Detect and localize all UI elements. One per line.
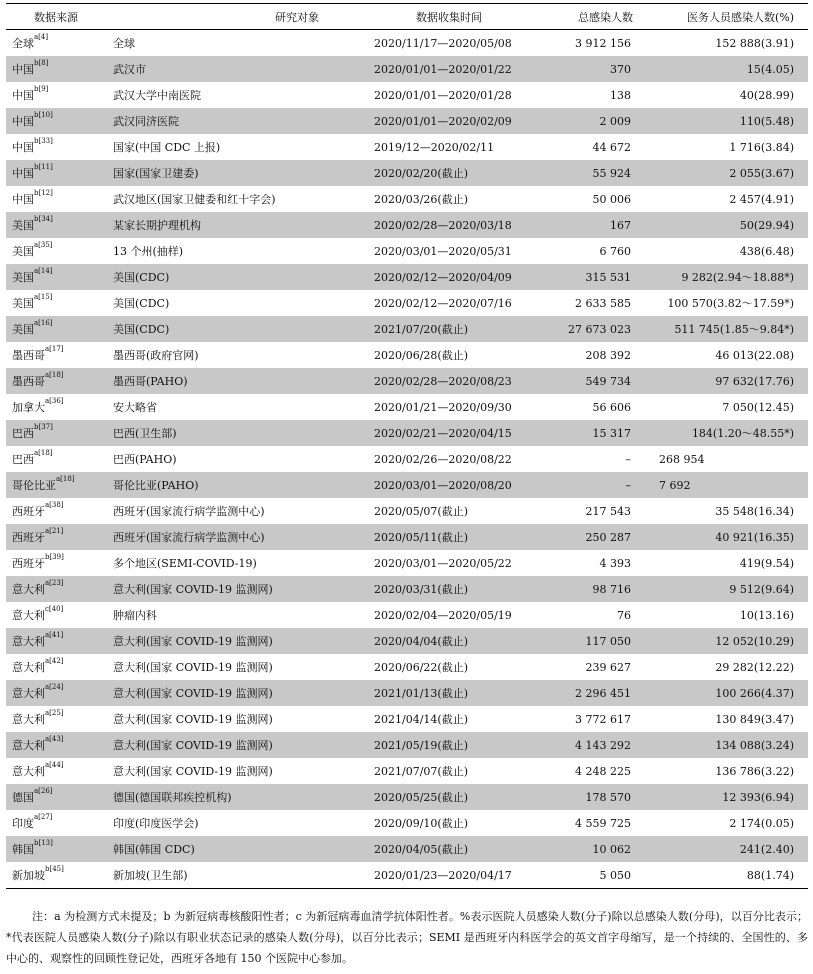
cell-total-infected: 76 [617,608,631,622]
source-citation: b[9] [34,85,49,93]
cell-hcw-infected: 438(6.48) [739,244,794,258]
cell-collection-period: 2020/03/01—2020/05/31 [374,244,512,258]
table-row [6,108,808,134]
cell-data-source [6,706,107,732]
source-name: 意大利 [12,739,45,752]
cell-hcw-infected: 2 055(3.67) [633,160,808,186]
cell-study-object: 肿瘤内科 [113,609,157,622]
source-name: 西班牙 [12,505,45,518]
cell-collection-period: 2021/04/14(截止) [374,713,468,726]
cell-data-source [6,836,107,862]
source-name: 德国 [12,791,34,804]
source-citation: a[18] [34,449,53,457]
cell-collection-period: 2020/04/04(截止) [340,628,531,654]
cell-study-object: 墨西哥(政府官网) [113,349,199,362]
source-name: 美国 [12,245,34,258]
cell-study-object: 意大利(国家 COVID-19 监测网) [107,680,340,706]
source-citation: a[23] [45,579,64,587]
cell-total-infected: 27 673 023 [531,316,633,342]
cell-data-source [6,290,107,316]
cell-study-object: 13 个州(抽样) [113,245,184,258]
cell-study-object: 安大略省 [113,401,157,414]
header-hcw-infected: 医务人员感染人数(%) [633,4,808,30]
cell-data-source [6,316,107,342]
source-name: 美国 [12,297,34,310]
table-row [6,602,808,628]
cell-collection-period: 2020/03/01—2020/08/20 [340,472,531,498]
cell-collection-period: 2021/07/07(截止) [374,765,468,778]
cell-total-infected: 56 606 [592,400,631,414]
cell-data-source [6,368,107,394]
cell-total-infected: 4 143 292 [531,732,633,758]
source-citation: b[39] [45,553,64,561]
cell-study-object: 哥伦比亚(PAHO) [107,472,340,498]
table-footnote [6,906,808,969]
table-row [6,290,808,316]
footnote-text: 注：a 为检测方式未提及；b 为新冠病毒核酸阳性者；c 为新冠病毒血清学抗体阳性者。%表示医院人员感染人数(分子)除以总感染人数(分母)，以百分比表示；*代表医院人员感染人数(分子)除以有职业状态记录的感染人数(分母)，以百分比表示；SEMI 是西班牙内科医学会的英文首字母缩写，是一个持续的、全国性的、多中心的、观察性的回顾性登记处，西班牙各地有 150 个医院中心参加。 [6,910,808,965]
cell-hcw-infected: 40(28.99) [739,88,794,102]
cell-collection-period: 2020/03/31(截止) [340,576,531,602]
cell-study-object: 巴西(卫生部) [107,420,340,446]
source-name: 墨西哥 [12,375,45,388]
source-name: 中国 [12,115,34,128]
cell-study-object: 西班牙(国家流行病学监测中心) [107,524,340,550]
cell-collection-period: 2020/05/25(截止) [340,784,531,810]
cell-collection-period: 2020/11/17—2020/05/08 [374,36,512,50]
cell-collection-period: 2020/01/01—2020/01/28 [374,88,512,102]
source-name: 中国 [12,167,34,180]
cell-total-infected: 6 760 [599,244,631,258]
cell-total-infected: 50 006 [592,192,631,206]
table-row [6,82,808,108]
cell-total-infected: 4 559 725 [575,816,631,830]
source-name: 哥伦比亚 [12,479,56,492]
source-citation: b[13] [34,839,53,847]
cell-hcw-infected: 136 786(3.22) [715,764,794,778]
cell-collection-period: 2020/01/01—2020/01/22 [340,56,531,82]
cell-total-infected: 5 050 [531,862,633,889]
source-citation: a[42] [45,657,64,665]
header-collection-period: 数据收集时间 [340,4,531,30]
table-row [6,732,808,758]
cell-hcw-infected: 88(1.74) [633,862,808,889]
table-row [6,186,808,212]
source-citation: a[25] [45,709,64,717]
cell-hcw-infected: 100 266(4.37) [633,680,808,706]
source-citation: b[37] [34,423,53,431]
source-name: 印度 [12,817,34,830]
source-name: 意大利 [12,635,45,648]
cell-total-infected: 2 009 [531,108,633,134]
cell-data-source [6,732,107,758]
table-row [6,758,808,784]
source-name: 加拿大 [12,401,45,414]
cell-hcw-infected: 10(13.16) [739,608,794,622]
cell-collection-period: 2020/02/21—2020/04/15 [340,420,531,446]
source-name: 墨西哥 [12,349,45,362]
cell-data-source [6,550,107,576]
cell-total-infected: 15 317 [531,420,633,446]
table-row [6,420,808,446]
source-citation: a[21] [45,527,64,535]
cell-data-source [6,862,107,889]
table-row [6,810,808,836]
source-name: 美国 [12,219,34,232]
table-row [6,576,808,602]
cell-collection-period: 2020/05/11(截止) [340,524,531,550]
cell-data-source [6,654,107,680]
source-name: 意大利 [12,661,45,674]
cell-hcw-infected: 9 512(9.64) [633,576,808,602]
cell-data-source [6,82,107,108]
cell-collection-period: 2020/02/28—2020/08/23 [340,368,531,394]
table-row [6,394,808,420]
cell-collection-period: 2020/02/26—2020/08/22 [374,452,512,466]
cell-study-object: 意大利(国家 COVID-19 监测网) [107,628,340,654]
cell-collection-period: 2020/06/28(截止) [374,349,468,362]
cell-total-infected: 4 393 [599,556,631,570]
cell-study-object: 武汉同济医院 [107,108,340,134]
cell-data-source [6,784,107,810]
source-name: 中国 [12,193,34,206]
table-row [6,550,808,576]
header-total-infected: 总感染人数 [531,4,633,30]
source-name: 意大利 [12,713,45,726]
cell-study-object: 美国(CDC) [113,297,170,310]
cell-total-infected: 3 912 156 [575,36,631,50]
cell-collection-period: 2020/02/12—2020/07/16 [374,296,512,310]
cell-collection-period: 2020/05/07(截止) [374,505,468,518]
cell-collection-period: 2020/01/21—2020/09/30 [374,400,512,414]
source-citation: a[18] [45,371,64,379]
source-citation: a[27] [34,813,53,821]
cell-study-object: 意大利(国家 COVID-19 监测网) [113,661,273,674]
cell-study-object: 西班牙(国家流行病学监测中心) [113,505,265,518]
cell-hcw-infected: 100 570(3.82～17.59*) [667,297,794,310]
cell-collection-period: 2020/02/04—2020/05/19 [374,608,512,622]
cell-data-source [6,498,107,524]
cell-collection-period: 2020/03/01—2020/05/22 [374,556,512,570]
cell-total-infected: 217 543 [585,504,631,518]
source-citation: b[45] [45,865,64,873]
cell-hcw-infected: 241(2.40) [633,836,808,862]
table-row [6,628,808,654]
cell-data-source [6,810,107,836]
source-citation: a[44] [45,761,64,769]
cell-hcw-infected: 511 745(1.85～9.84*) [633,316,808,342]
source-name: 韩国 [12,843,34,856]
cell-collection-period: 2020/01/23—2020/04/17 [340,862,531,889]
source-citation: b[33] [34,137,53,145]
cell-total-infected: 239 627 [585,660,631,674]
cell-data-source [6,472,107,498]
cell-total-infected: 370 [531,56,633,82]
source-citation: a[38] [45,501,64,509]
source-name: 意大利 [12,583,45,596]
source-name: 新加坡 [12,869,45,882]
cell-study-object: 意大利(国家 COVID-19 监测网) [107,576,340,602]
table-body [6,30,808,889]
table-row [6,264,808,290]
source-name: 意大利 [12,765,45,778]
table-row [6,30,808,57]
cell-total-infected: 178 570 [531,784,633,810]
cell-hcw-infected: 35 548(16.34) [715,504,794,518]
cell-hcw-infected: 46 013(22.08) [715,348,794,362]
cell-total-infected: 167 [531,212,633,238]
source-citation: b[11] [34,163,53,171]
cell-collection-period: 2020/02/20(截止) [340,160,531,186]
source-name: 中国 [12,63,34,76]
cell-hcw-infected: 2 457(4.91) [729,192,794,206]
cell-study-object: 国家(国家卫建委) [107,160,340,186]
table-row [6,316,808,342]
source-citation: b[10] [34,111,53,119]
cell-collection-period: 2021/01/13(截止) [340,680,531,706]
cell-study-object: 新加坡(卫生部) [107,862,340,889]
source-citation: a[17] [45,345,64,353]
cell-data-source [6,394,107,420]
cell-study-object: 巴西(PAHO) [113,453,177,466]
cell-data-source [6,212,107,238]
table-row [6,784,808,810]
source-name: 意大利 [12,609,45,622]
cell-data-source [6,108,107,134]
cell-collection-period: 2020/04/05(截止) [340,836,531,862]
cell-study-object: 武汉市 [107,56,340,82]
cell-hcw-infected: 40 921(16.35) [633,524,808,550]
cell-hcw-infected: 50(29.94) [633,212,808,238]
table-row [6,212,808,238]
source-citation: b[8] [34,59,49,67]
cell-total-infected: 549 734 [531,368,633,394]
cell-study-object: 武汉大学中南医院 [113,89,201,102]
table-header-row [6,4,808,30]
source-citation: a[41] [45,631,64,639]
cell-data-source [6,342,107,368]
cell-study-object: 墨西哥(PAHO) [107,368,340,394]
cell-hcw-infected: 29 282(12.22) [715,660,794,674]
cell-data-source [6,446,107,472]
cell-study-object: 国家(中国 CDC 上报) [113,141,221,154]
cell-hcw-infected: 7 692 [633,472,808,498]
source-name: 中国 [12,141,34,154]
cell-data-source [6,238,107,264]
source-name: 意大利 [12,687,45,700]
source-citation: a[35] [34,241,53,249]
cell-data-source [6,30,107,57]
cell-collection-period: 2020/01/01—2020/02/09 [340,108,531,134]
header-data-source: 数据来源 [6,4,107,30]
table-row [6,524,808,550]
cell-hcw-infected: 97 632(17.76) [633,368,808,394]
cell-total-infected: 250 287 [531,524,633,550]
table-row [6,134,808,160]
cell-total-infected: – [625,452,631,466]
cell-data-source [6,524,107,550]
source-citation: a[26] [34,787,53,795]
source-name: 美国 [12,323,34,336]
cell-collection-period: 2019/12—2020/02/11 [374,140,495,154]
cell-data-source [6,758,107,784]
cell-total-infected: 3 772 617 [575,712,631,726]
cell-hcw-infected: 2 174(0.05) [729,816,794,830]
cell-hcw-infected: 134 088(3.24) [633,732,808,758]
table-row [6,238,808,264]
cell-study-object: 意大利(国家 COVID-19 监测网) [107,732,340,758]
table-row [6,654,808,680]
source-citation: a[4] [34,33,49,41]
table-row [6,862,808,889]
table-row [6,56,808,82]
cell-collection-period: 2020/03/26(截止) [374,193,468,206]
infection-data-table [6,3,808,889]
cell-data-source [6,186,107,212]
source-name: 全球 [12,37,34,50]
cell-study-object: 印度(印度医学会) [113,817,199,830]
cell-data-source [6,680,107,706]
source-citation: a[16] [34,319,53,327]
cell-total-infected: 4 248 225 [575,764,631,778]
cell-study-object: 多个地区(SEMI-COVID-19) [113,557,257,570]
cell-collection-period: 2021/07/20(截止) [340,316,531,342]
source-citation: a[15] [34,293,53,301]
cell-data-source [6,602,107,628]
cell-data-source [6,576,107,602]
cell-total-infected: 2 296 451 [531,680,633,706]
cell-study-object: 美国(CDC) [107,316,340,342]
cell-total-infected: 315 531 [531,264,633,290]
cell-total-infected: 98 716 [531,576,633,602]
cell-collection-period: 2020/06/22(截止) [374,661,468,674]
cell-study-object: 韩国(韩国 CDC) [107,836,340,862]
table-row [6,342,808,368]
header-study-object: 研究对象 [107,4,340,30]
cell-total-infected: 2 633 585 [575,296,631,310]
cell-study-object: 意大利(国家 COVID-19 监测网) [113,713,273,726]
source-citation: a[14] [34,267,53,275]
cell-collection-period: 2020/02/12—2020/04/09 [340,264,531,290]
cell-hcw-infected: 419(9.54) [739,556,794,570]
source-citation: b[12] [34,189,53,197]
cell-study-object: 德国(德国联邦疾控机构) [107,784,340,810]
cell-hcw-infected: 12 052(10.29) [633,628,808,654]
cell-data-source [6,134,107,160]
source-name: 巴西 [12,427,34,440]
source-citation: c[40] [45,605,64,613]
cell-total-infected: 138 [610,88,631,102]
cell-hcw-infected: 12 393(6.94) [633,784,808,810]
cell-data-source [6,420,107,446]
cell-hcw-infected: 1 716(3.84) [729,140,794,154]
cell-data-source [6,628,107,654]
cell-study-object: 意大利(国家 COVID-19 监测网) [113,765,273,778]
table-row [6,836,808,862]
cell-hcw-infected: 268 954 [659,452,705,466]
table-row [6,472,808,498]
table-row [6,680,808,706]
source-citation: b[34] [34,215,53,223]
cell-hcw-infected: 9 282(2.94～18.88*) [633,264,808,290]
cell-data-source [6,56,107,82]
cell-data-source [6,264,107,290]
table-row [6,446,808,472]
table-row [6,368,808,394]
cell-data-source [6,160,107,186]
cell-hcw-infected: 15(4.05) [633,56,808,82]
source-name: 中国 [12,89,34,102]
table-row [6,160,808,186]
table-row [6,706,808,732]
source-name: 巴西 [12,453,34,466]
cell-total-infected: 208 392 [585,348,631,362]
cell-hcw-infected: 184(1.20～48.55*) [633,420,808,446]
cell-total-infected: 10 062 [531,836,633,862]
source-name: 西班牙 [12,557,45,570]
cell-total-infected: 117 050 [531,628,633,654]
cell-hcw-infected: 7 050(12.45) [722,400,794,414]
cell-collection-period: 2021/05/19(截止) [340,732,531,758]
source-citation: a[18] [56,475,75,483]
cell-collection-period: 2020/09/10(截止) [374,817,468,830]
cell-study-object: 武汉地区(国家卫健委和红十字会) [113,193,276,206]
source-name: 美国 [12,271,34,284]
cell-study-object: 全球 [113,37,135,50]
cell-total-infected: 55 924 [531,160,633,186]
source-citation: a[43] [45,735,64,743]
cell-hcw-infected: 152 888(3.91) [715,36,794,50]
source-citation: a[36] [45,397,64,405]
source-name: 西班牙 [12,531,45,544]
cell-total-infected: 44 672 [592,140,631,154]
cell-total-infected: – [531,472,633,498]
table-row [6,498,808,524]
cell-hcw-infected: 110(5.48) [633,108,808,134]
cell-hcw-infected: 130 849(3.47) [715,712,794,726]
cell-study-object: 某家长期护理机构 [107,212,340,238]
cell-study-object: 美国(CDC) [107,264,340,290]
cell-collection-period: 2020/02/28—2020/03/18 [340,212,531,238]
source-citation: a[24] [45,683,64,691]
